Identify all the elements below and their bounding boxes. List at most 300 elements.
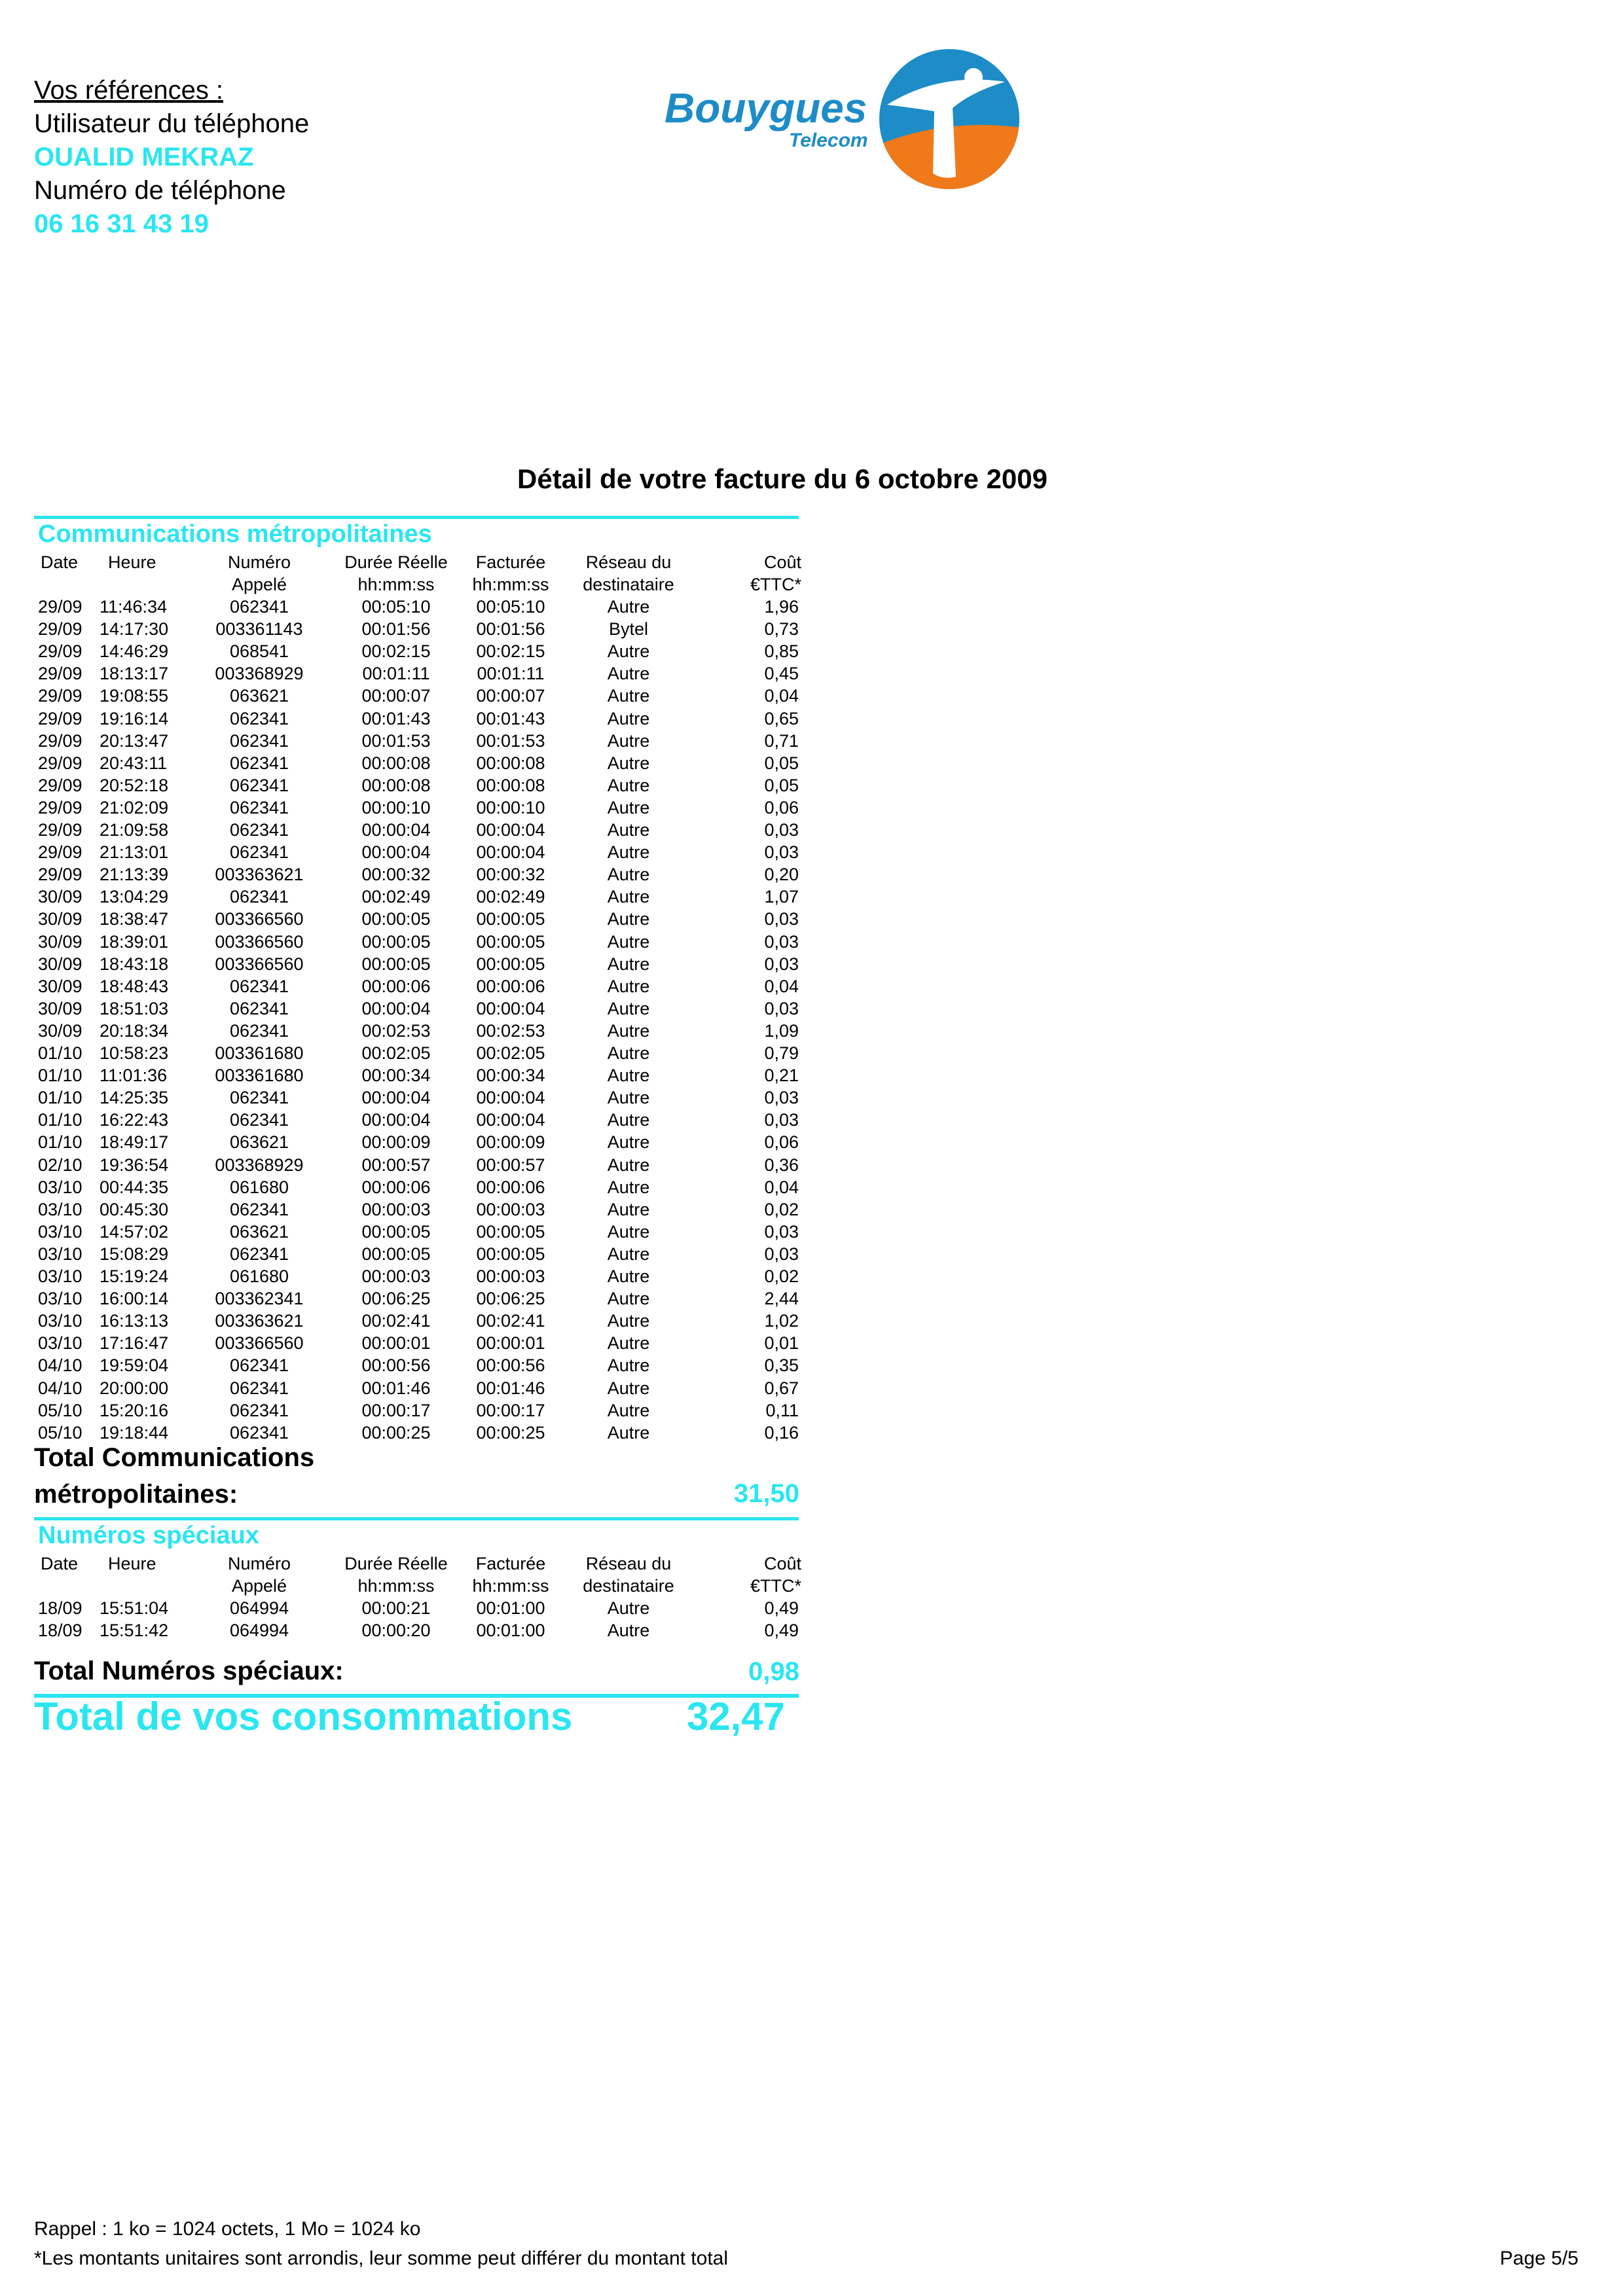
cell-network: Autre bbox=[607, 1266, 650, 1286]
cell-billed: 00:00:57 bbox=[476, 1155, 545, 1175]
cell-time: 21:02:09 bbox=[100, 797, 169, 817]
cell-network: Autre bbox=[607, 1621, 650, 1641]
cell-cost: 0,05 bbox=[764, 775, 799, 795]
logo-sub: Telecom bbox=[789, 130, 868, 151]
cell-network: Autre bbox=[607, 1289, 650, 1309]
cell-duration: 00:00:21 bbox=[361, 1598, 431, 1618]
col-number: Numéro bbox=[227, 552, 291, 572]
col-billed-sub: hh:mm:ss bbox=[472, 575, 549, 594]
cell-time: 10:58:23 bbox=[100, 1043, 169, 1063]
cell-billed: 00:05:10 bbox=[476, 597, 545, 617]
table-row bbox=[0, 1064, 851, 1086]
user-label: Utilisateur du téléphone bbox=[34, 109, 310, 138]
grand-total-label: Total de vos consommations bbox=[34, 1695, 573, 1738]
cell-duration: 00:00:09 bbox=[361, 1132, 431, 1153]
cell-billed: 00:01:00 bbox=[476, 1621, 545, 1641]
col-duration: Durée Réelle bbox=[344, 1554, 448, 1573]
table-row bbox=[0, 863, 851, 886]
col-number-sub: Appelé bbox=[231, 575, 287, 594]
cell-date: 30/09 bbox=[38, 1020, 82, 1041]
cell-time: 15:19:24 bbox=[100, 1266, 169, 1286]
cell-number: 062341 bbox=[229, 1378, 289, 1398]
cell-network: Autre bbox=[607, 1199, 650, 1219]
table-row bbox=[0, 1332, 851, 1354]
cell-date: 30/09 bbox=[38, 931, 82, 952]
cell-billed: 00:00:05 bbox=[476, 931, 545, 952]
cell-network: Autre bbox=[607, 1155, 650, 1175]
table-row bbox=[0, 997, 851, 1020]
table-row bbox=[0, 1377, 851, 1399]
cell-network: Autre bbox=[607, 1378, 650, 1398]
cell-billed: 00:00:03 bbox=[476, 1199, 545, 1219]
cell-duration: 00:00:03 bbox=[361, 1266, 431, 1286]
cell-billed: 00:00:08 bbox=[476, 753, 545, 773]
cell-duration: 00:01:56 bbox=[361, 619, 431, 639]
cell-billed: 00:00:25 bbox=[476, 1422, 545, 1443]
cell-network: Autre bbox=[607, 931, 650, 952]
cell-number: 062341 bbox=[229, 820, 289, 840]
cell-date: 05/10 bbox=[38, 1422, 82, 1443]
cell-time: 11:46:34 bbox=[100, 597, 168, 617]
cell-network: Autre bbox=[607, 976, 650, 996]
grand-total-value: 32,47 bbox=[686, 1695, 785, 1738]
cell-cost: 1,07 bbox=[764, 887, 799, 907]
cell-date: 30/09 bbox=[38, 887, 82, 907]
cell-billed: 00:01:56 bbox=[476, 619, 545, 639]
cell-cost: 0,45 bbox=[764, 664, 799, 684]
cell-number: 062341 bbox=[229, 1110, 289, 1130]
cell-cost: 0,49 bbox=[764, 1598, 799, 1618]
table-row bbox=[0, 1109, 851, 1131]
cell-cost: 1,02 bbox=[764, 1311, 799, 1331]
cell-billed: 00:00:05 bbox=[476, 909, 545, 929]
table-row bbox=[0, 1086, 851, 1109]
cell-billed: 00:02:41 bbox=[476, 1311, 545, 1331]
cell-billed: 00:00:04 bbox=[476, 1110, 545, 1130]
cell-billed: 00:01:11 bbox=[477, 664, 545, 684]
cell-duration: 00:01:11 bbox=[362, 664, 430, 684]
cell-number: 003361143 bbox=[215, 619, 303, 639]
cell-date: 29/09 bbox=[38, 686, 82, 706]
cell-time: 16:22:43 bbox=[100, 1110, 169, 1130]
cell-network: Autre bbox=[607, 887, 650, 907]
table-row bbox=[0, 841, 851, 863]
cell-network: Autre bbox=[607, 865, 650, 885]
cell-network: Autre bbox=[607, 1043, 650, 1063]
cell-date: 18/09 bbox=[38, 1598, 82, 1618]
cell-network: Autre bbox=[607, 998, 650, 1018]
col-network: Réseau du bbox=[585, 1554, 672, 1573]
cell-date: 29/09 bbox=[38, 820, 82, 840]
cell-time: 17:16:47 bbox=[100, 1333, 169, 1354]
special-header-row-2 bbox=[0, 1575, 851, 1597]
cell-cost: 0,01 bbox=[764, 1333, 799, 1354]
cell-cost: 0,49 bbox=[764, 1621, 799, 1641]
cell-time: 14:25:35 bbox=[100, 1088, 169, 1108]
cell-time: 18:51:03 bbox=[100, 998, 169, 1018]
cell-cost: 0,73 bbox=[764, 619, 799, 639]
cell-number: 062341 bbox=[229, 1422, 289, 1443]
cell-network: Autre bbox=[607, 1244, 650, 1264]
cell-number: 061680 bbox=[229, 1177, 289, 1197]
cell-cost: 0,02 bbox=[764, 1199, 799, 1219]
cell-billed: 00:00:06 bbox=[476, 1177, 545, 1197]
cell-date: 29/09 bbox=[38, 619, 82, 639]
col-time: Heure bbox=[108, 1554, 156, 1573]
cell-duration: 00:02:53 bbox=[361, 1020, 431, 1041]
cell-duration: 00:02:41 bbox=[361, 1311, 431, 1331]
col-number-sub: Appelé bbox=[231, 1576, 287, 1596]
phone-number: 06 16 31 43 19 bbox=[34, 209, 209, 238]
user-name: OUALID MEKRAZ bbox=[34, 143, 254, 171]
cell-time: 14:46:29 bbox=[100, 641, 169, 662]
table-row bbox=[0, 1287, 851, 1310]
cell-number: 003366560 bbox=[215, 1333, 304, 1354]
cell-date: 03/10 bbox=[38, 1311, 82, 1331]
cell-duration: 00:01:43 bbox=[361, 708, 431, 728]
cell-duration: 00:00:04 bbox=[361, 998, 431, 1018]
cell-duration: 00:00:56 bbox=[361, 1355, 431, 1376]
cell-number: 003362341 bbox=[215, 1289, 304, 1309]
col-number: Numéro bbox=[227, 1554, 291, 1573]
table-row bbox=[0, 640, 851, 662]
cell-billed: 00:01:00 bbox=[476, 1598, 545, 1618]
phone-label: Numéro de téléphone bbox=[34, 176, 286, 205]
cell-billed: 00:02:53 bbox=[476, 1020, 545, 1041]
logo-brand: Bouygues bbox=[665, 84, 867, 132]
cell-cost: 0,71 bbox=[764, 730, 799, 751]
special-section-title: Numéros spéciaux bbox=[38, 1522, 259, 1549]
cell-duration: 00:00:05 bbox=[361, 909, 431, 929]
cell-time: 20:18:34 bbox=[100, 1020, 169, 1041]
table-row bbox=[0, 685, 851, 707]
cell-date: 30/09 bbox=[38, 909, 82, 929]
table-row bbox=[0, 1619, 851, 1641]
col-duration-sub: hh:mm:ss bbox=[357, 575, 435, 594]
cell-date: 29/09 bbox=[38, 842, 82, 863]
cell-network: Autre bbox=[607, 954, 650, 974]
cell-billed: 00:00:32 bbox=[476, 865, 545, 885]
cell-time: 21:13:39 bbox=[100, 865, 169, 885]
cell-time: 11:01:36 bbox=[100, 1066, 168, 1086]
cell-number: 062341 bbox=[229, 597, 289, 617]
cell-date: 30/09 bbox=[38, 998, 82, 1018]
cell-cost: 1,96 bbox=[764, 597, 799, 617]
special-header-row-1 bbox=[0, 1552, 851, 1575]
col-date: Date bbox=[41, 1554, 79, 1573]
table-row bbox=[0, 908, 851, 930]
cell-date: 18/09 bbox=[38, 1621, 82, 1641]
special-top-rule bbox=[34, 1517, 799, 1520]
col-cost: Coût bbox=[763, 1554, 801, 1573]
cell-number: 003366560 bbox=[215, 909, 304, 929]
cell-number: 068541 bbox=[229, 641, 289, 662]
cell-time: 14:57:02 bbox=[100, 1221, 169, 1242]
cell-date: 29/09 bbox=[38, 775, 82, 795]
footer-note-1: Rappel : 1 ko = 1024 octets, 1 Mo = 1024 ko bbox=[34, 2218, 421, 2240]
cell-billed: 00:01:46 bbox=[476, 1378, 545, 1398]
col-duration-sub: hh:mm:ss bbox=[357, 1576, 435, 1596]
cell-number: 003361680 bbox=[215, 1043, 304, 1063]
cell-cost: 0,03 bbox=[764, 1088, 799, 1108]
cell-date: 02/10 bbox=[38, 1155, 82, 1175]
table-row bbox=[0, 596, 851, 618]
cell-cost: 0,65 bbox=[764, 708, 799, 728]
cell-date: 29/09 bbox=[38, 641, 82, 662]
table-row bbox=[0, 819, 851, 841]
cell-billed: 00:00:34 bbox=[476, 1066, 545, 1086]
cell-network: Autre bbox=[607, 1598, 650, 1618]
cell-date: 29/09 bbox=[38, 730, 82, 751]
cell-billed: 00:00:05 bbox=[476, 1221, 545, 1242]
cell-duration: 00:00:04 bbox=[361, 842, 431, 863]
cell-time: 18:38:47 bbox=[100, 909, 169, 929]
cell-duration: 00:02:15 bbox=[361, 641, 431, 662]
cell-network: Autre bbox=[607, 775, 650, 795]
cell-network: Autre bbox=[607, 1422, 650, 1443]
cell-duration: 00:00:57 bbox=[361, 1155, 431, 1175]
cell-cost: 0,04 bbox=[764, 686, 799, 706]
cell-network: Autre bbox=[607, 1088, 650, 1108]
cell-network: Autre bbox=[607, 753, 650, 773]
col-cost: Coût bbox=[763, 552, 801, 572]
cell-number: 062341 bbox=[229, 842, 289, 863]
page-number: Page 5/5 bbox=[1499, 2248, 1578, 2269]
cell-billed: 00:00:04 bbox=[476, 1088, 545, 1108]
cell-number: 062341 bbox=[229, 708, 289, 728]
cell-billed: 00:00:08 bbox=[476, 775, 545, 795]
cell-date: 29/09 bbox=[38, 753, 82, 773]
cell-network: Autre bbox=[607, 686, 650, 706]
metro-total-label-2: métropolitaines: bbox=[34, 1480, 238, 1509]
cell-number: 063621 bbox=[229, 1221, 289, 1242]
col-billed: Facturée bbox=[475, 1554, 546, 1573]
cell-time: 14:17:30 bbox=[100, 619, 169, 639]
cell-cost: 0,06 bbox=[764, 1132, 799, 1153]
cell-billed: 00:00:17 bbox=[476, 1400, 545, 1420]
col-date: Date bbox=[41, 552, 79, 572]
cell-duration: 00:02:05 bbox=[361, 1043, 431, 1063]
invoice-title: Détail de votre facture du 6 octobre 2009 bbox=[517, 463, 1048, 494]
cell-cost: 0,03 bbox=[764, 820, 799, 840]
cell-duration: 00:00:04 bbox=[361, 1110, 431, 1130]
cell-number: 063621 bbox=[229, 686, 289, 706]
cell-date: 01/10 bbox=[38, 1088, 82, 1108]
cell-date: 01/10 bbox=[38, 1110, 82, 1130]
cell-billed: 00:01:43 bbox=[476, 708, 545, 728]
cell-duration: 00:01:53 bbox=[361, 730, 431, 751]
cell-time: 00:44:35 bbox=[100, 1177, 169, 1197]
table-row bbox=[0, 1176, 851, 1198]
cell-billed: 00:00:01 bbox=[476, 1333, 545, 1354]
cell-cost: 0,03 bbox=[764, 909, 799, 929]
cell-duration: 00:00:06 bbox=[361, 1177, 431, 1197]
cell-number: 003363621 bbox=[215, 865, 304, 885]
col-billed: Facturée bbox=[475, 552, 546, 572]
cell-date: 03/10 bbox=[38, 1221, 82, 1242]
col-network: Réseau du bbox=[585, 552, 672, 572]
cell-duration: 00:00:07 bbox=[361, 686, 431, 706]
col-cost-sub: €TTC* bbox=[750, 1576, 801, 1596]
col-time: Heure bbox=[108, 552, 156, 572]
cell-billed: 00:00:04 bbox=[476, 820, 545, 840]
cell-number: 062341 bbox=[229, 887, 289, 907]
cell-duration: 00:00:06 bbox=[361, 976, 431, 996]
cell-network: Autre bbox=[607, 909, 650, 929]
cell-cost: 0,03 bbox=[764, 1244, 799, 1264]
cell-number: 062341 bbox=[229, 1244, 289, 1264]
cell-time: 15:51:42 bbox=[100, 1621, 169, 1641]
cell-duration: 00:00:05 bbox=[361, 931, 431, 952]
col-network-sub: destinataire bbox=[583, 575, 674, 594]
cell-cost: 0,03 bbox=[764, 1221, 799, 1242]
cell-number: 003366560 bbox=[215, 954, 304, 974]
cell-time: 00:45:30 bbox=[100, 1199, 169, 1219]
cell-date: 04/10 bbox=[38, 1378, 82, 1398]
cell-cost: 0,03 bbox=[764, 954, 799, 974]
cell-number: 061680 bbox=[229, 1266, 289, 1286]
cell-number: 062341 bbox=[229, 1020, 289, 1041]
cell-date: 29/09 bbox=[38, 708, 82, 728]
metro-section-title: Communications métropolitaines bbox=[38, 520, 432, 548]
cell-time: 20:00:00 bbox=[100, 1378, 169, 1398]
cell-time: 18:43:18 bbox=[100, 954, 169, 974]
table-row bbox=[0, 752, 851, 774]
cell-duration: 00:00:05 bbox=[361, 1221, 431, 1242]
table-row bbox=[0, 931, 851, 953]
col-duration: Durée Réelle bbox=[344, 552, 448, 572]
cell-number: 062341 bbox=[229, 1355, 289, 1376]
cell-date: 03/10 bbox=[38, 1199, 82, 1219]
cell-number: 003363621 bbox=[215, 1311, 304, 1331]
table-row bbox=[0, 1310, 851, 1332]
cell-time: 16:13:13 bbox=[100, 1311, 169, 1331]
cell-number: 062341 bbox=[229, 976, 289, 996]
cell-network: Autre bbox=[607, 708, 650, 728]
cell-cost: 0,05 bbox=[764, 753, 799, 773]
table-row bbox=[0, 1221, 851, 1243]
col-billed-sub: hh:mm:ss bbox=[472, 1576, 549, 1596]
table-row bbox=[0, 1265, 851, 1287]
cell-cost: 0,04 bbox=[764, 1177, 799, 1197]
cell-duration: 00:05:10 bbox=[361, 597, 431, 617]
cell-number: 003368929 bbox=[215, 1155, 304, 1175]
cell-time: 15:20:16 bbox=[100, 1400, 169, 1420]
cell-billed: 00:00:09 bbox=[476, 1132, 545, 1153]
cell-cost: 0,35 bbox=[764, 1355, 799, 1376]
cell-number: 062341 bbox=[229, 730, 289, 751]
cell-billed: 00:06:25 bbox=[476, 1289, 545, 1309]
table-row bbox=[0, 1243, 851, 1265]
table-row bbox=[0, 797, 851, 819]
cell-cost: 0,03 bbox=[764, 1110, 799, 1130]
cell-time: 18:49:17 bbox=[100, 1132, 169, 1153]
cell-duration: 00:00:32 bbox=[361, 865, 431, 885]
table-row bbox=[0, 618, 851, 640]
special-total-value: 0,98 bbox=[748, 1657, 799, 1686]
table-row bbox=[0, 886, 851, 908]
cell-time: 19:36:54 bbox=[100, 1155, 169, 1175]
cell-time: 15:51:04 bbox=[100, 1598, 169, 1618]
cell-network: Autre bbox=[607, 641, 650, 662]
cell-duration: 00:00:05 bbox=[361, 1244, 431, 1264]
cell-network: Autre bbox=[607, 1400, 650, 1420]
cell-duration: 00:02:49 bbox=[361, 887, 431, 907]
cell-time: 19:16:14 bbox=[100, 708, 169, 728]
cell-cost: 0,16 bbox=[764, 1422, 799, 1443]
cell-duration: 00:01:46 bbox=[361, 1378, 431, 1398]
col-network-sub: destinataire bbox=[583, 1576, 674, 1596]
cell-network: Bytel bbox=[608, 619, 649, 639]
cell-cost: 2,44 bbox=[764, 1289, 799, 1309]
cell-time: 20:43:11 bbox=[100, 753, 168, 773]
references-heading: Vos références : bbox=[34, 76, 224, 105]
cell-cost: 0,03 bbox=[764, 931, 799, 952]
table-row bbox=[0, 1597, 851, 1619]
cell-network: Autre bbox=[607, 1110, 650, 1130]
cell-duration: 00:00:17 bbox=[361, 1400, 431, 1420]
cell-billed: 00:01:53 bbox=[476, 730, 545, 751]
metro-total-value: 31,50 bbox=[733, 1479, 799, 1508]
footer-note-2: *Les montants unitaires sont arrondis, leur somme peut différer du montant total bbox=[34, 2248, 729, 2269]
cell-network: Autre bbox=[607, 1020, 650, 1041]
cell-cost: 0,06 bbox=[764, 797, 799, 817]
cell-date: 01/10 bbox=[38, 1132, 82, 1153]
bouygues-telecom-logo bbox=[665, 46, 1031, 196]
col-cost-sub: €TTC* bbox=[750, 575, 801, 594]
cell-number: 003361680 bbox=[215, 1066, 304, 1086]
cell-cost: 0,21 bbox=[764, 1066, 799, 1086]
cell-network: Autre bbox=[607, 1066, 650, 1086]
cell-duration: 00:00:08 bbox=[361, 775, 431, 795]
cell-duration: 00:00:34 bbox=[361, 1066, 431, 1086]
special-total-label: Total Numéros spéciaux: bbox=[34, 1657, 344, 1685]
cell-billed: 00:02:15 bbox=[476, 641, 545, 662]
cell-date: 03/10 bbox=[38, 1333, 82, 1354]
cell-billed: 00:00:05 bbox=[476, 1244, 545, 1264]
cell-network: Autre bbox=[607, 1177, 650, 1197]
cell-billed: 00:00:03 bbox=[476, 1266, 545, 1286]
metro-header-row-1 bbox=[0, 551, 851, 573]
cell-time: 21:13:01 bbox=[100, 842, 169, 863]
cell-duration: 00:00:04 bbox=[361, 1088, 431, 1108]
cell-time: 16:00:14 bbox=[100, 1289, 169, 1309]
table-row bbox=[0, 1154, 851, 1176]
cell-duration: 00:00:10 bbox=[361, 797, 431, 817]
cell-network: Autre bbox=[607, 842, 650, 863]
cell-date: 01/10 bbox=[38, 1066, 82, 1086]
cell-network: Autre bbox=[607, 1221, 650, 1242]
cell-duration: 00:00:08 bbox=[361, 753, 431, 773]
cell-number: 063621 bbox=[229, 1132, 289, 1153]
metro-total-label-1: Total Communications bbox=[34, 1443, 315, 1472]
table-row bbox=[0, 1399, 851, 1422]
cell-date: 30/09 bbox=[38, 976, 82, 996]
cell-time: 18:13:17 bbox=[100, 664, 169, 684]
cell-network: Autre bbox=[607, 730, 650, 751]
cell-cost: 1,09 bbox=[764, 1020, 799, 1041]
cell-network: Autre bbox=[607, 1355, 650, 1376]
cell-date: 03/10 bbox=[38, 1289, 82, 1309]
cell-number: 062341 bbox=[229, 1088, 289, 1108]
cell-cost: 0,67 bbox=[764, 1378, 799, 1398]
cell-cost: 0,02 bbox=[764, 1266, 799, 1286]
cell-date: 29/09 bbox=[38, 797, 82, 817]
cell-number: 064994 bbox=[229, 1598, 289, 1618]
cell-time: 21:09:58 bbox=[100, 820, 169, 840]
table-row bbox=[0, 1198, 851, 1221]
cell-date: 03/10 bbox=[38, 1177, 82, 1197]
